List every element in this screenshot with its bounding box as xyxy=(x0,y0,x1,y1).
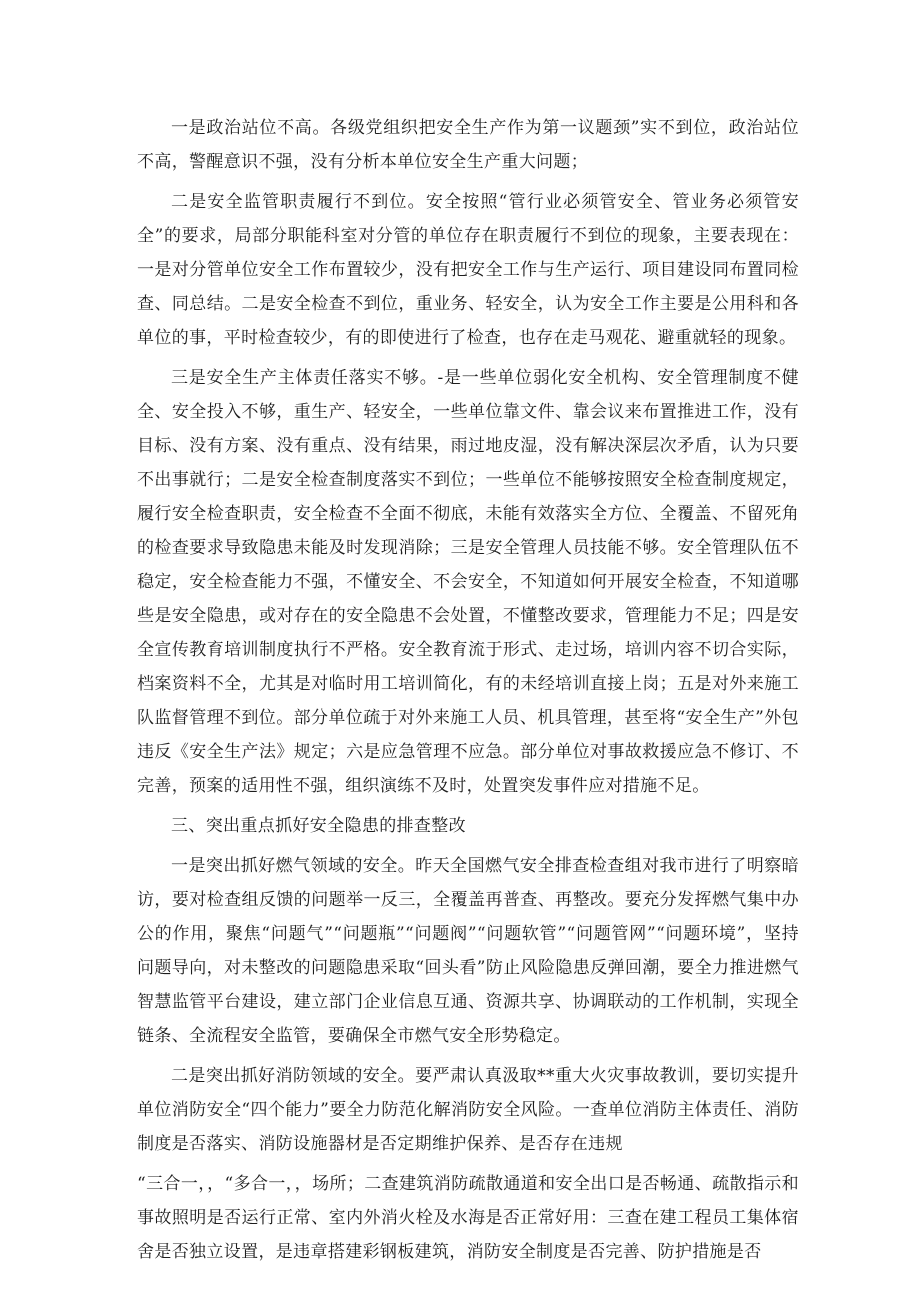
paragraph-main-responsibility: 三是安全生产主体责任落实不够。-是一些单位弱化安全机构、安全管理制度不健全、安全投入不够，重生产、轻安全，一些单位靠文件、靠会议来布置推进工作，没有目标、没有方案、没有重点、没有结果，雨过地皮湿，没有解决深层次矛盾，认为只要不出事就行；二是安全检查制度落实不到位；一些单位不能够按照安全检查制度规定，履行安全检查职责，安全检查不全面不彻底，未能有效落实全方位、全覆盖、不留死角的检查要求导致隐患未能及时发现消除；三是安全管理人员技能不够。安全管理队伍不稳定，安全检查能力不强，不懂安全、不会安全，不知道如何开展安全检查，不知道哪些是安全隐患，或对存在的安全隐患不会处置，不懂整改要求，管理能力不足；四是安全宣传教育培训制度执行不严格。安全教育流于形式、走过场，培训内容不切合实际，档案资料不全，尤其是对临时用工培训简化，有的未经培训直接上岗；五是对外来施工队监督管理不到位。部分单位疏于对外来施工人员、机具管理，甚至将“安全生产”外包违反《安全生产法》规定；六是应急管理不应急。部分单位对事故救援应急不修订、不完善，预案的适用性不强，组织演练不及时，处置突发事件应对措施不足。 xyxy=(137,368,799,796)
section-heading: 三、突出重点抓好安全隐患的排查整改 xyxy=(171,816,466,836)
paragraph-gas-safety: 一是突出抓好燃气领域的安全。昨天全国燃气安全排查检查组对我市进行了明察暗访，要对检查组反馈的问题举一反三，全覆盖再普查、再整改。要充分发挥燃气集中办公的作用，聚焦“问题气”“问题瓶”“问题阀”“问题软管”“问题管网”“问题环境”，坚持问题导向，对未整改的问题隐患采取“回头看”防止风险隐患反弹回潮，要全力推进燃气智慧监管平台建设，建立部门企业信息互通、资源共享、协调联动的工作机制，实现全链条、全流程安全监管，要确保全市燃气安全形势稳定。 xyxy=(137,856,799,1046)
paragraph-supervision-duties: 二是安全监管职责履行不到位。安全按照“管行业必须管安全、管业务必须管安全”的要求，局部分职能科室对分管的单位存在职责履行不到位的现象，主要表现在：一是对分管单位安全工作布置较少，没有把安全工作与生产运行、项目建设同布置同检查、同总结。二是安全检查不到位，重业务、轻安全，认为安全工作主要是公用科和各单位的事，平时检查较少，有的即使进行了检查，也存在走马观花、避重就轻的现象。 xyxy=(137,192,799,348)
paragraph-fire-safety-continued: “三合一，，“多合一，，场所；二查建筑消防疏散通道和安全出口是否畅通、疏散指示和事故照明是否运行正常、室内外消火栓及水海是否正常好用：三查在建工程员工集体宿舍是否独立设置，是违章搭建彩钢板建筑，消防安全制度是否完善、防护措施是否 xyxy=(137,1174,799,1262)
paragraph-political-stance: 一是政治站位不高。各级党组织把安全生产作为第一议题颈”实不到位，政治站位不高，警醒意识不强，没有分析本单位安全生产重大问题； xyxy=(137,118,799,172)
document-body xyxy=(137,111,799,1275)
paragraph-fire-safety: 二是突出抓好消防领域的安全。要严肃认真汲取**重大火灾事故教训，要切实提升单位消防安全“四个能力”要全力防范化解消防安全风险。一查单位消防主体责任、消防制度是否落实、消防设施器材是否定期维护保养、是否存在违规 xyxy=(137,1066,799,1154)
